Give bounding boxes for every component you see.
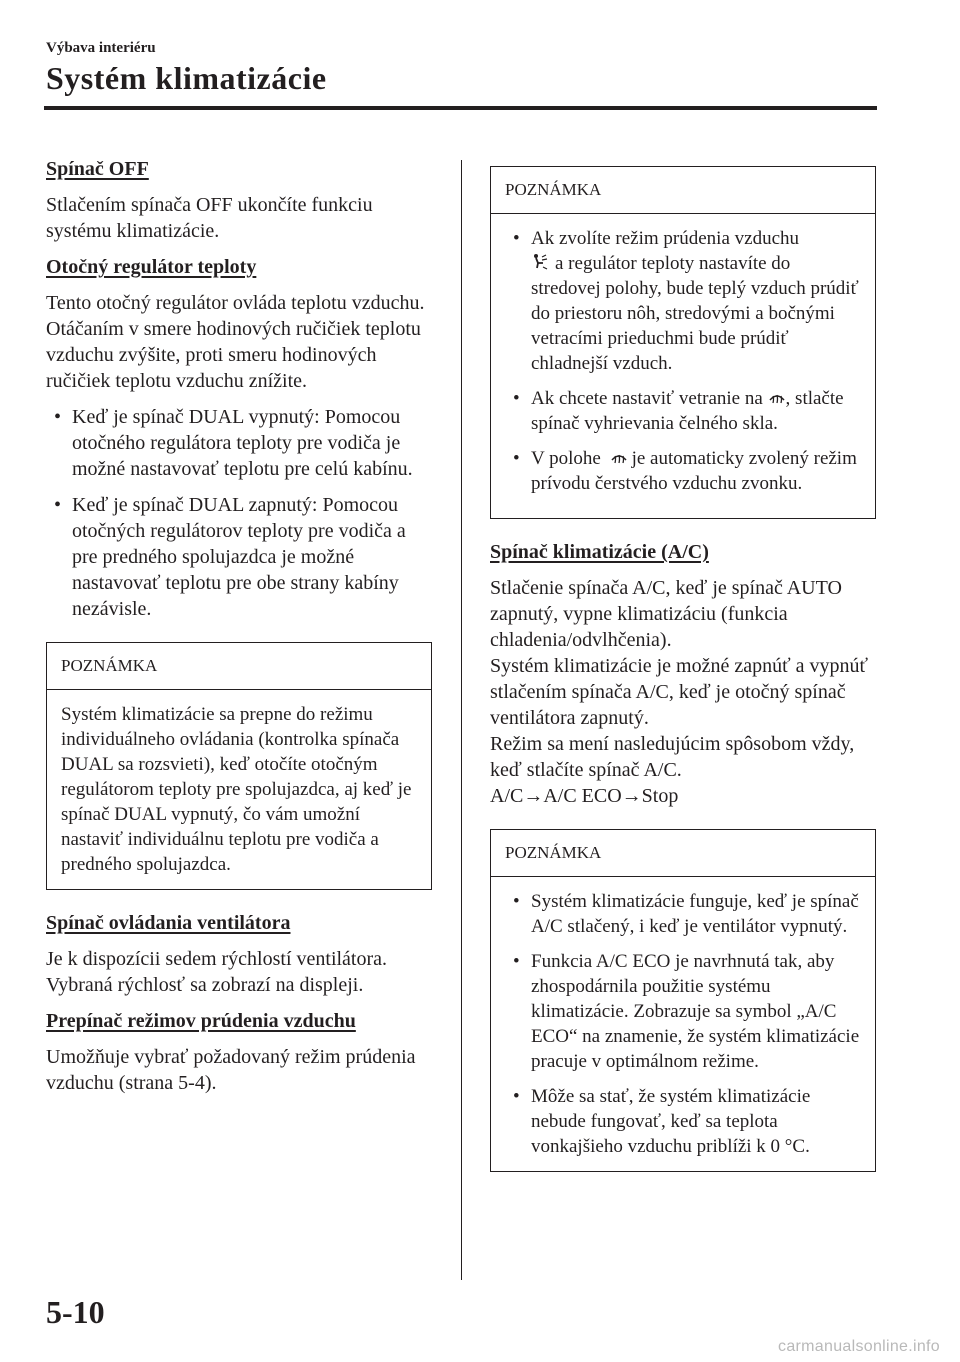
- note-title: POZNÁMKA: [491, 830, 875, 877]
- ac-switch-heading: Spínač klimatizácie (A/C): [490, 541, 709, 563]
- off-switch-heading: Spínač OFF: [46, 158, 149, 180]
- list-item: • Keď je spínač DUAL zapnutý: Pomocou otočných regulátorov teploty pre vodiča a pre predného spolujazdca je možné nastavovať teplotu pre obe strany kabíny nezávisle.: [54, 494, 406, 620]
- defrost-icon: [610, 448, 628, 466]
- floor-vent-icon: [531, 253, 549, 271]
- note-box-dual: [46, 642, 432, 890]
- ac-mode-sequence: A/C→A/C ECO→Stop: [490, 785, 679, 807]
- list-item: • Ak chcete nastaviť vetranie na , stlačte spínač vyhrievania čelného skla.: [513, 388, 844, 434]
- section-label: Výbava interiéru: [46, 40, 156, 56]
- list-item: • V polohe je automaticky zvolený režim prívodu čerstvého vzduchu zvonku.: [513, 448, 857, 494]
- right-column: [490, 166, 880, 1192]
- bullet-icon: •: [513, 891, 520, 912]
- note-box-airflow: [490, 166, 876, 519]
- bullet-icon: •: [513, 448, 520, 469]
- note-body: [491, 214, 875, 518]
- ac-switch-text: Režim sa mení nasledujúcim spôsobom vždy, keď stlačíte spínač A/C.: [490, 733, 855, 781]
- note-box-ac: [490, 829, 876, 1172]
- ac-switch-text: Systém klimatizácie je možné zapnúť a vypnúť stlačením spínača A/C, keď je otočný spínač ventilátora zapnutý.: [490, 655, 869, 729]
- list-item: • Môže sa stať, že systém klimatizácie nebude fungovať, keď sa teplota vonkajšieho vzduchu priblíži k 0 °C.: [513, 1086, 811, 1157]
- bullet-icon: •: [513, 951, 520, 972]
- note-title: POZNÁMKA: [491, 167, 875, 214]
- note-body: [491, 877, 875, 1171]
- page-number: 5-10: [46, 1294, 105, 1330]
- left-column: [46, 156, 436, 1106]
- header-rule: [44, 106, 877, 110]
- bullet-icon: •: [513, 1086, 520, 1107]
- temp-control-heading: Otočný regulátor teploty: [46, 256, 257, 278]
- list-item: • Keď je spínač DUAL vypnutý: Pomocou otočného regulátora teploty pre vodiča je možné nastavovať teplotu pre celú kabínu.: [54, 406, 413, 480]
- watermark: carmanualsonline.info: [778, 1338, 940, 1355]
- bullet-icon: •: [513, 388, 520, 409]
- ac-switch-text: Stlačenie spínača A/C, keď je spínač AUTO zapnutý, vypne klimatizáciu (funkcia chladenia/odvlhčenia).: [490, 577, 842, 651]
- temp-control-bullets: [46, 404, 436, 622]
- list-item: • Ak zvolíte režim prúdenia vzduchu a regulátor teploty nastavíte do stredovej polohy, bude teplý vzduch prúdiť do priestoru nôh, stredovými a bočnými vetracími prieduchmi bude prúdiť chladnejší vzduch.: [513, 228, 859, 374]
- off-switch-text: Stlačením spínača OFF ukončíte funkciu systému klimatizácie.: [46, 194, 373, 242]
- fan-control-text: Je k dispozícii sedem rýchlostí ventilátora. Vybraná rýchlosť sa zobrazí na displeji.: [46, 948, 388, 996]
- list-item: • Systém klimatizácie funguje, keď je spínač A/C stlačený, i keď je ventilátor vypnutý.: [513, 891, 859, 937]
- page-title: Systém klimatizácie: [46, 60, 327, 96]
- bullet-icon: •: [513, 228, 520, 249]
- bullet-icon: •: [54, 494, 62, 516]
- bullet-icon: •: [54, 406, 62, 428]
- column-divider: [461, 160, 462, 1280]
- temp-control-text: Tento otočný regulátor ovláda teplotu vzduchu. Otáčaním v smere hodinových ručičiek teplotu vzduchu zvýšite, proti smeru hodinových ručičiek teplotu vzduchu znížite.: [46, 292, 425, 392]
- airflow-mode-heading: Prepínač režimov prúdenia vzduchu: [46, 1010, 356, 1032]
- list-item: • Funkcia A/C ECO je navrhnutá tak, aby zhospodárnila použitie systému klimatizácie. Zobrazuje sa symbol „A/C ECO“ na znamenie, že systém klimatizácie pracuje v optimálnom režime.: [513, 951, 860, 1072]
- defrost-icon: [768, 388, 786, 406]
- note-title: POZNÁMKA: [47, 643, 431, 690]
- note-body: Systém klimatizácie sa prepne do režimu individuálneho ovládania (kontrolka spínača DUAL sa rozsvieti), keď otočíte otočným regulátorom teploty pre spolujazdca, aj keď je spínač DUAL vypnutý, čo vám umožní nastaviť individuálnu teplotu pre vodiča a predného spolujazdca.: [61, 704, 412, 875]
- airflow-mode-text: Umožňuje vybrať požadovaný režim prúdenia vzduchu (strana 5-4).: [46, 1046, 416, 1094]
- fan-control-heading: Spínač ovládania ventilátora: [46, 912, 291, 934]
